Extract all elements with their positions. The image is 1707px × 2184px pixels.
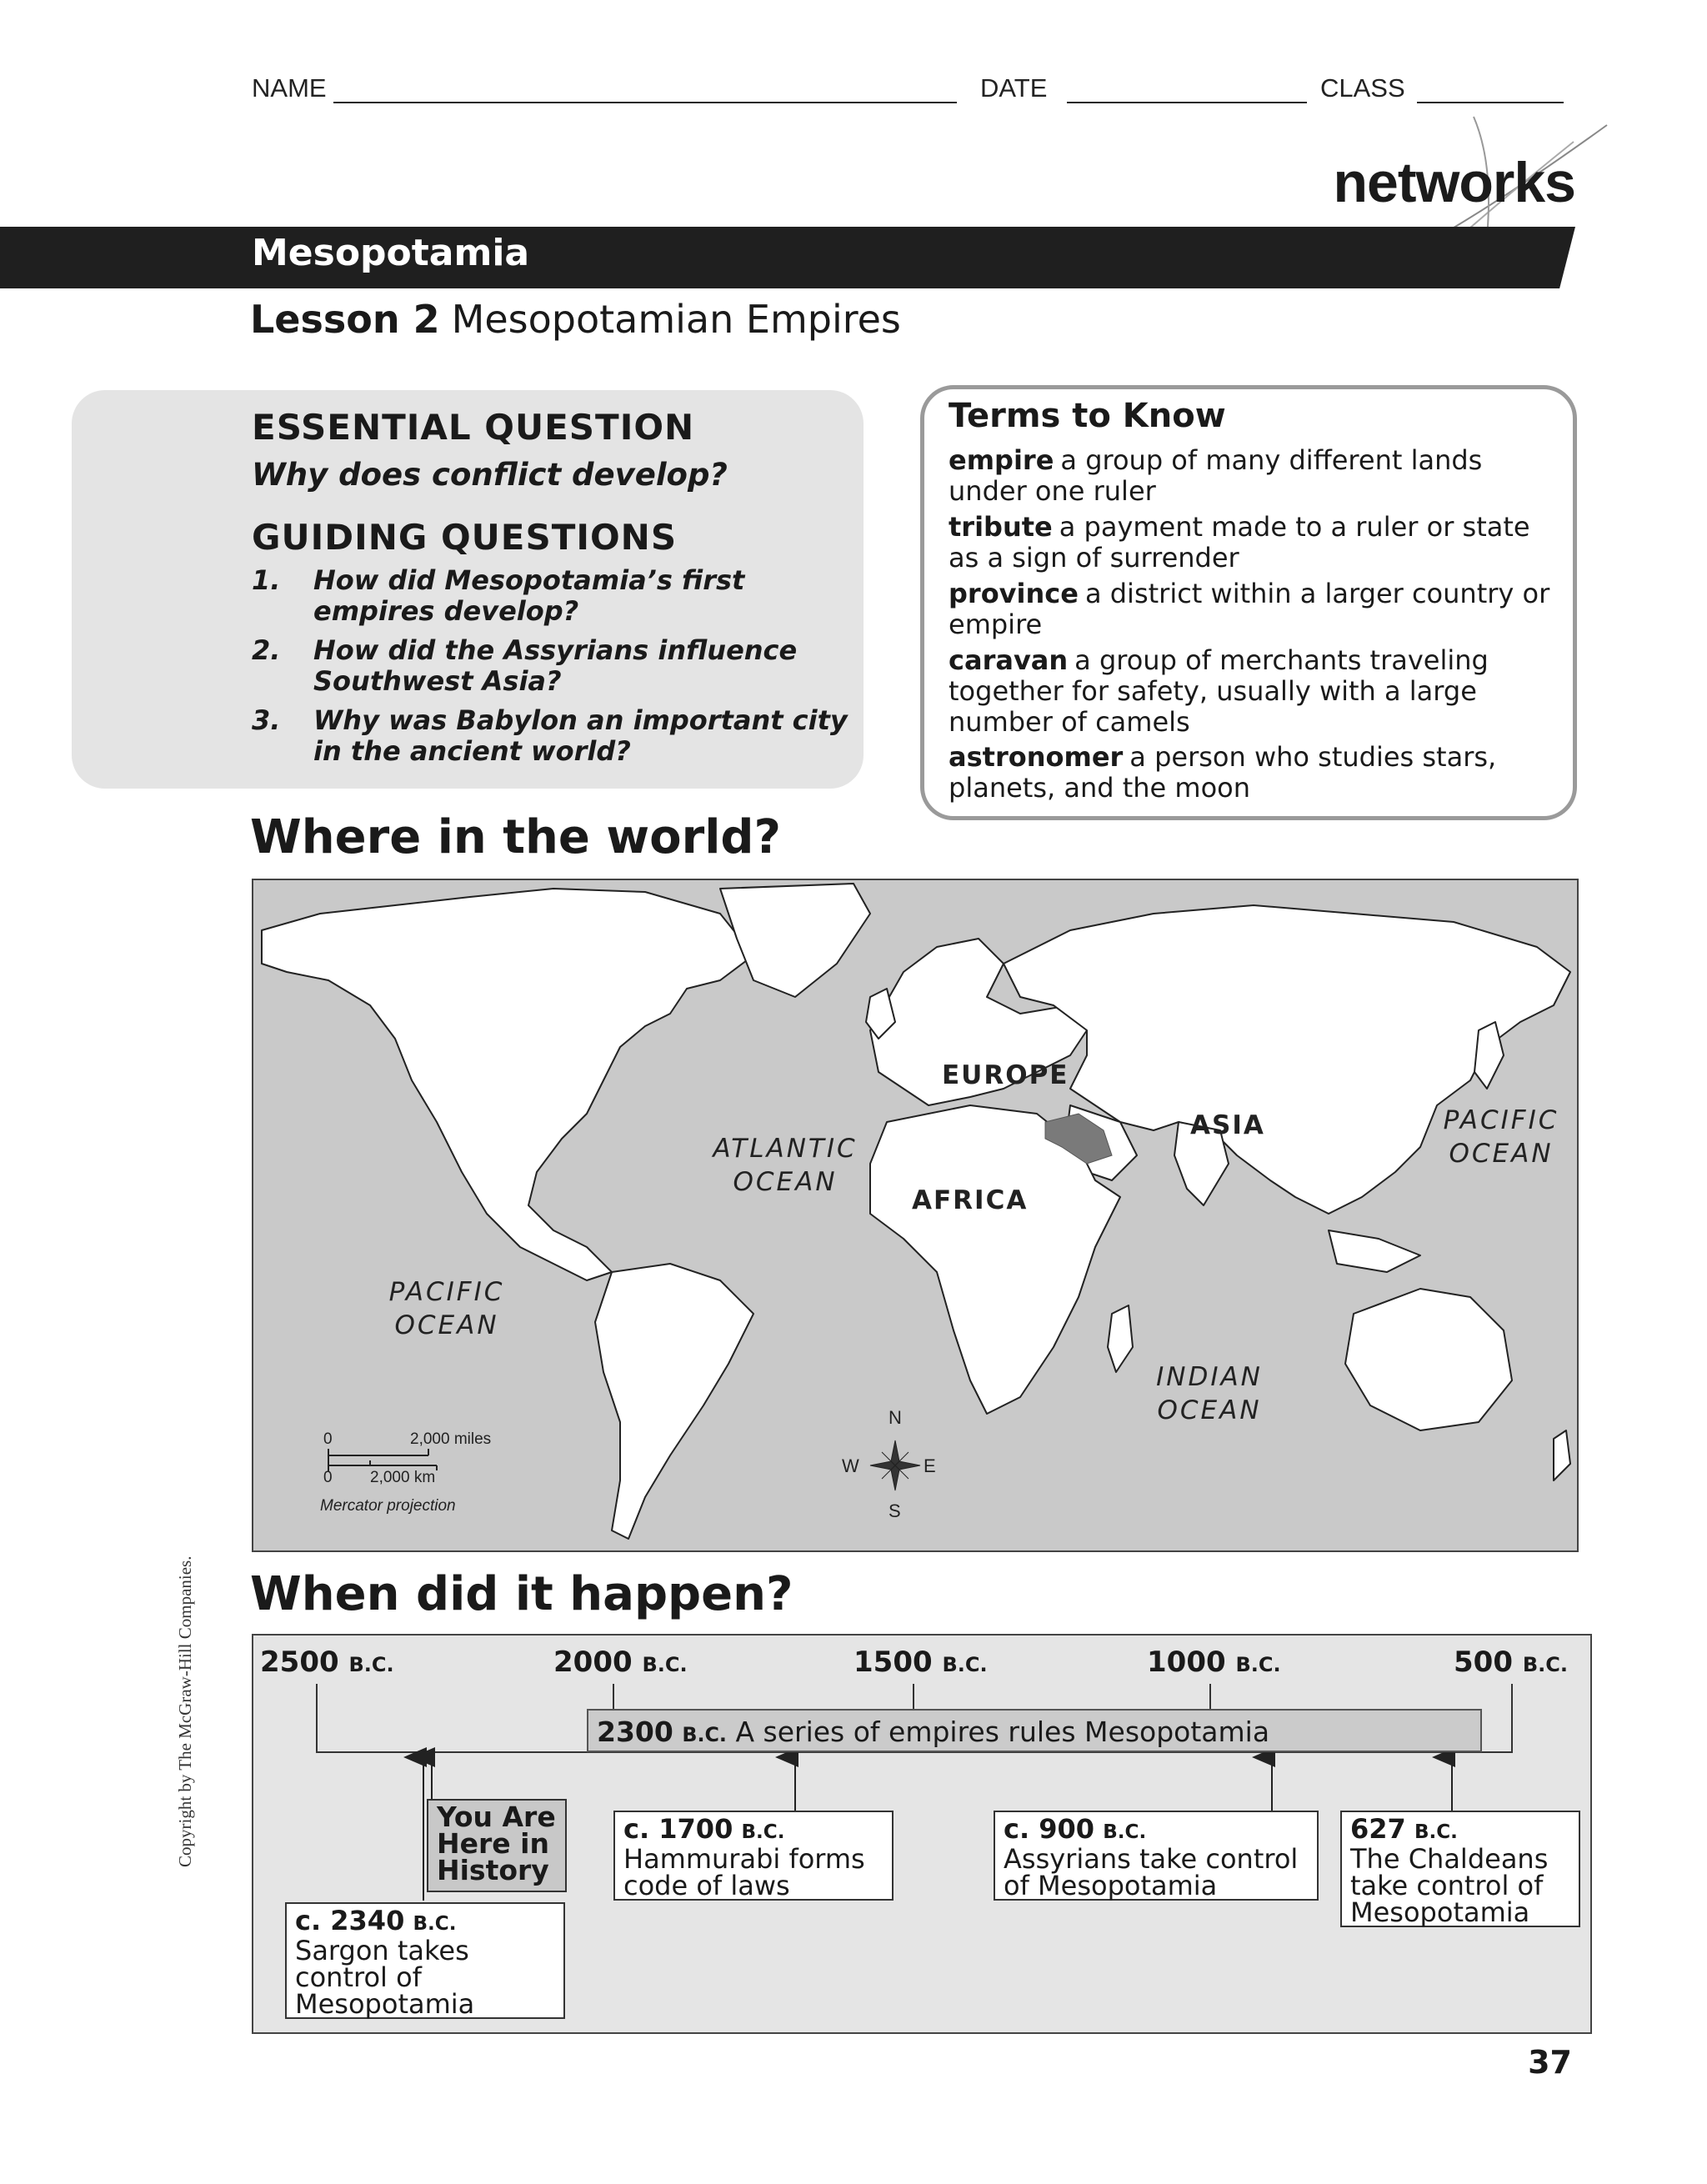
- term-entry: [949, 645, 1565, 738]
- event-text-line: The Chaldeans: [1350, 1843, 1549, 1875]
- event-text-line: code of laws: [623, 1870, 790, 1901]
- here-line: Here in: [437, 1827, 549, 1860]
- event-text-line: take control of: [1350, 1870, 1544, 1901]
- compass-rose: [870, 1440, 920, 1490]
- term-word: astronomer: [949, 741, 1124, 773]
- event-text-line: of Mesopotamia: [1004, 1870, 1218, 1901]
- new-zealand-landmass: [1554, 1430, 1570, 1480]
- name-label: NAME: [252, 73, 327, 103]
- year-era: B.C.: [1235, 1653, 1281, 1676]
- scale-zero-miles: 0: [323, 1430, 333, 1448]
- world-map-graphic: [253, 880, 1577, 1550]
- event-date: c. 900: [1004, 1813, 1095, 1845]
- australia-landmass: [1345, 1289, 1512, 1430]
- lesson-title: Mesopotamian Empires: [451, 297, 901, 342]
- greenland-landmass: [720, 884, 870, 997]
- map-label-atlantic-ocean: [710, 1132, 860, 1199]
- event-era: B.C.: [1414, 1821, 1458, 1843]
- guiding-question-number: 1.: [252, 564, 281, 596]
- event-era: B.C.: [1103, 1821, 1147, 1843]
- map-label-indian-ocean: [1147, 1360, 1272, 1427]
- range-text: A series of empires rules Mesopotamia: [735, 1716, 1270, 1748]
- name-field[interactable]: [333, 102, 957, 103]
- year-number: 2000: [553, 1646, 633, 1679]
- event-text-line: Mesopotamia: [1350, 1896, 1530, 1928]
- term-definition: a person who studies stars, planets, and the moon: [949, 741, 1497, 804]
- compass-east-label: E: [924, 1455, 936, 1476]
- copyright-notice: Copyright by The McGraw-Hill Companies.: [175, 1555, 195, 1867]
- map-label-asia: ASIA: [1190, 1110, 1265, 1140]
- term-entry: [949, 742, 1565, 804]
- year-era: B.C.: [1522, 1653, 1568, 1676]
- compass-north-label: N: [889, 1407, 902, 1428]
- you-are-here-box: [427, 1799, 567, 1892]
- term-definition: a district within a larger country or empire: [949, 578, 1550, 640]
- timeline-event-box: [285, 1902, 565, 2019]
- north-america-landmass: [262, 889, 753, 1280]
- madagascar-landmass: [1108, 1305, 1133, 1372]
- guiding-question-text: How did the Assyrians influence Southwest Asia?: [313, 634, 798, 697]
- event-era: B.C.: [413, 1913, 457, 1935]
- term-word: tribute: [949, 511, 1053, 543]
- date-label: DATE: [980, 73, 1048, 103]
- term-word: caravan: [949, 644, 1069, 676]
- compass-south-label: S: [889, 1500, 901, 1521]
- indonesia-landmass: [1329, 1230, 1420, 1272]
- essential-question-text: Why does conflict develop?: [252, 457, 728, 493]
- year-era: B.C.: [642, 1653, 688, 1676]
- year-number: 1000: [1147, 1646, 1226, 1679]
- class-label: CLASS: [1320, 73, 1405, 103]
- event-text-line: Mesopotamia: [295, 1988, 475, 2020]
- range-era: B.C.: [682, 1723, 727, 1746]
- networks-logo: networks: [1333, 151, 1575, 214]
- world-map: [252, 879, 1579, 1552]
- term-entry: [949, 445, 1565, 507]
- event-date: c. 1700: [623, 1813, 733, 1845]
- scale-miles-label: 2,000 miles: [410, 1430, 492, 1448]
- lesson-number: Lesson 2: [250, 297, 440, 342]
- ocean-label-line: ATLANTIC: [713, 1134, 858, 1164]
- ocean-label-line: PACIFIC: [1443, 1105, 1559, 1135]
- chapter-title: Mesopotamia: [252, 232, 530, 274]
- here-line: History: [437, 1854, 549, 1886]
- map-label-africa: AFRICA: [912, 1185, 1029, 1215]
- term-definition: a payment made to a ruler or state as a sign of surrender: [949, 511, 1530, 574]
- event-text-line: Assyrians take control: [1004, 1843, 1299, 1875]
- date-field[interactable]: [1067, 102, 1307, 103]
- page-number: 37: [1528, 2044, 1572, 2081]
- scale-zero-km: 0: [323, 1469, 333, 1486]
- event-era: B.C.: [741, 1821, 785, 1843]
- event-date: 627: [1350, 1813, 1406, 1845]
- map-label-europe: EUROPE: [942, 1060, 1069, 1090]
- essential-question-heading: ESSENTIAL QUESTION: [252, 407, 695, 448]
- timeline-event-box: [613, 1811, 894, 1901]
- south-america-landmass: [595, 1264, 753, 1539]
- projection-label: Mercator projection: [320, 1497, 456, 1515]
- ocean-label-line: OCEAN: [1449, 1139, 1554, 1169]
- guiding-question-number: 2.: [252, 634, 281, 666]
- terms-heading: Terms to Know: [949, 397, 1226, 435]
- here-line: You Are: [437, 1801, 556, 1833]
- year-number: 500: [1454, 1646, 1513, 1679]
- year-number: 1500: [854, 1646, 933, 1679]
- term-entry: [949, 512, 1565, 574]
- event-text-line: Hammurabi forms: [623, 1843, 865, 1875]
- range-date: 2300: [597, 1716, 673, 1748]
- title-banner: [0, 227, 1575, 288]
- term-definition: a group of many different lands under one ruler: [949, 444, 1483, 507]
- guiding-questions-heading: GUIDING QUESTIONS: [252, 517, 678, 558]
- guiding-question-text: Why was Babylon an important city in the ancient world?: [313, 704, 848, 767]
- timeline-event-box: [1340, 1811, 1580, 1927]
- map-label-pacific-ocean-east: [1439, 1104, 1564, 1170]
- ocean-label-line: OCEAN: [733, 1167, 838, 1197]
- empires-range-bar: [587, 1709, 1482, 1752]
- map-section-heading: Where in the world?: [250, 810, 781, 864]
- scale-km-label: 2,000 km: [370, 1469, 436, 1486]
- guiding-question-number: 3.: [252, 704, 281, 736]
- map-label-pacific-ocean-west: [380, 1275, 513, 1342]
- guiding-question-text: How did Mesopotamia’s first empires develop?: [313, 564, 745, 627]
- timeline-section-heading: When did it happen?: [250, 1567, 793, 1621]
- term-word: empire: [949, 444, 1054, 476]
- event-date: c. 2340: [295, 1905, 405, 1936]
- year-era: B.C.: [942, 1653, 988, 1676]
- year-era: B.C.: [348, 1653, 394, 1676]
- event-text-line: Sargon takes: [295, 1935, 469, 1966]
- timeline-event-box: [994, 1811, 1319, 1901]
- year-number: 2500: [260, 1646, 339, 1679]
- lesson-heading: [250, 297, 901, 342]
- ocean-label-line: PACIFIC: [388, 1277, 505, 1307]
- term-entry: [949, 579, 1565, 640]
- class-field[interactable]: [1417, 102, 1564, 103]
- event-text-line: control of: [295, 1961, 422, 1993]
- ocean-label-line: INDIAN: [1156, 1362, 1263, 1392]
- ocean-label-line: OCEAN: [1157, 1395, 1262, 1425]
- term-definition: a group of merchants traveling together for safety, usually with a large number of camels: [949, 644, 1489, 738]
- ocean-label-line: OCEAN: [394, 1310, 499, 1340]
- compass-west-label: W: [842, 1455, 859, 1476]
- term-word: province: [949, 578, 1079, 609]
